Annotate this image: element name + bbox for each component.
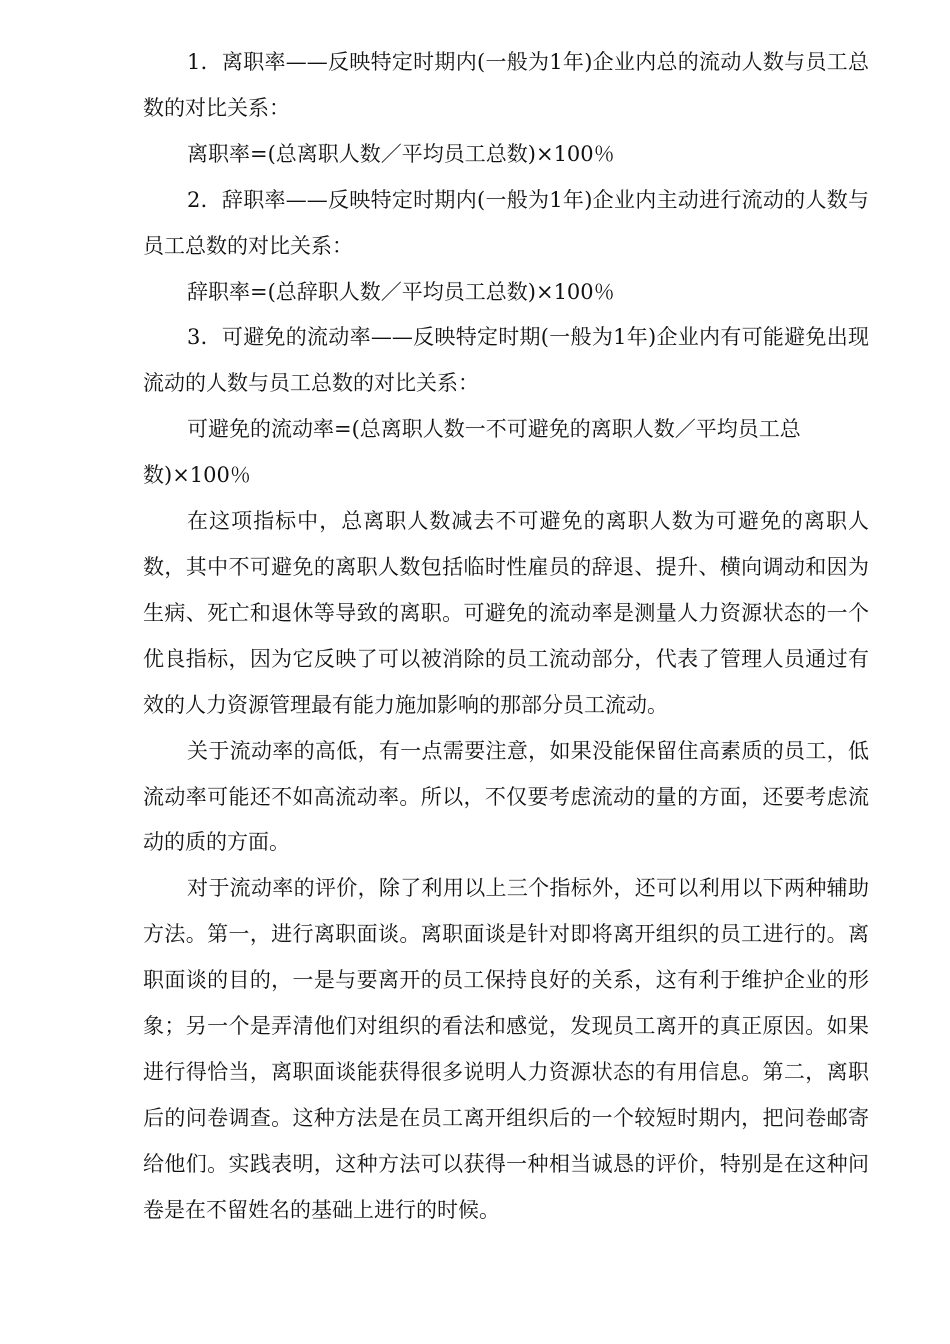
document-page [143,40,869,1234]
item-1-turnover-rate: 1．离职率——反映特定时期内(一般为1年)企业内总的流动人数与员工总数的对比关系： [143,50,869,120]
paragraph-indicator-explanation: 在这项指标中，总离职人数减去不可避免的离职人数为可避免的离职人数，其中不可避免的离职人数包括临时性雇员的辞退、提升、横向调动和因为生病、死亡和退休等导致的离职。可避免的流动率是测量人力资源状态的一个优良指标，因为它反映了可以被消除的员工流动部分，代表了管理人员通过有效的人力资源管理最有能力施加影响的那部分员工流动。 [143,509,869,717]
item-3-avoidable-turnover-rate: 3．可避免的流动率——反映特定时期(一般为1年)企业内有可能避免出现流动的人数与员工总数的对比关系： [143,325,869,396]
turnover-rate-formula: 离职率=(总离职人数／平均员工总数)×100％ [187,141,615,166]
paragraph-evaluation-methods: 对于流动率的评价，除了利用以上三个指标外，还可以利用以下两种辅助方法。第一，进行离职面谈。离职面谈是针对即将离开组织的员工进行的。离职面谈的目的，一是与要离开的员工保持良好的关系，这有利于维护企业的形象；另一个是弄清他们对组织的看法和感觉，发现员工离开的真正原因。如果进行得恰当，离职面谈能获得很多说明人力资源状态的有用信息。第二，离职后的问卷调查。这种方法是在员工离开组织后的一个较短时期内，把问卷邮寄给他们。实践表明，这种方法可以获得一种相当诚恳的评价，特别是在这种问卷是在不留姓名的基础上进行的时候。 [143,876,869,1222]
resignation-rate-formula: 辞职率=(总辞职人数／平均员工总数)×100％ [187,279,615,304]
paragraph-turnover-level-note: 关于流动率的高低，有一点需要注意，如果没能保留住高素质的员工，低流动率可能还不如高流动率。所以，不仅要考虑流动的量的方面，还要考虑流动的质的方面。 [143,738,869,855]
avoidable-turnover-rate-formula: 可避免的流动率=(总离职人数一不可避免的离职人数／平均员工总数)×100％ [143,417,801,488]
item-2-resignation-rate: 2．辞职率——反映特定时期内(一般为1年)企业内主动进行流动的人数与员工总数的对比关系： [143,187,869,258]
